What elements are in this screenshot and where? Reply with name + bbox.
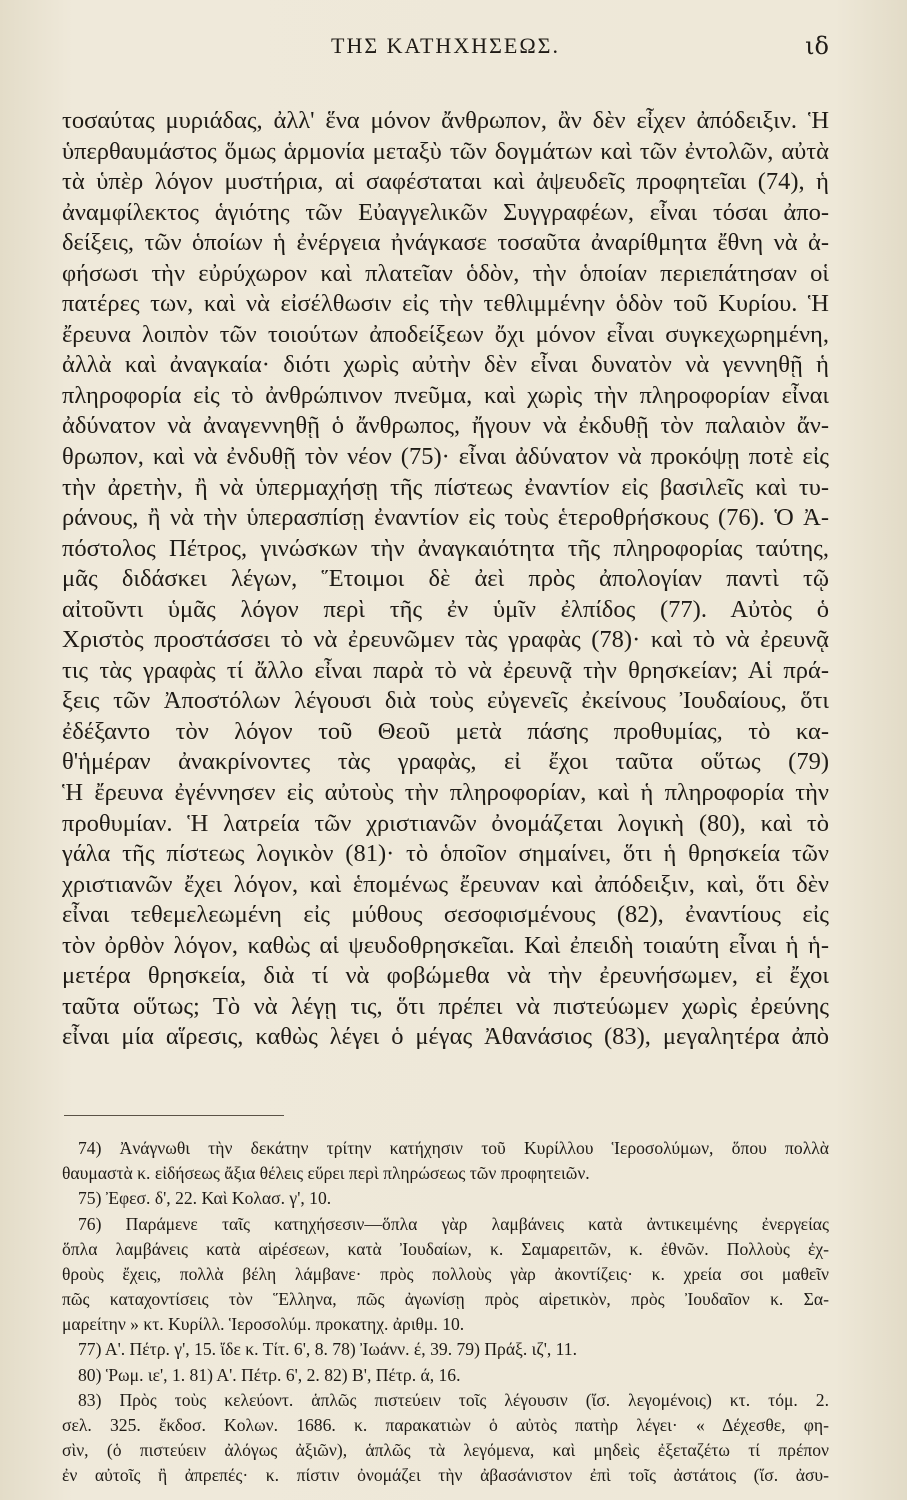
- footnote-line: 83) Πρὸς τοὺς κελεύοντ. ἁπλῶς πιστεύειν τοῖς λέγουσιν (ἴσ. λεγομένοις) κτ. τόμ. 2.: [78, 1389, 829, 1410]
- footnote-line: θροὺς ἔχεις, πολλὰ βέλη λάμβανε· πρὸς πολλοὺς γὰρ ἀκοντίζεις· κ. χρεία σοι μαθεῖν: [62, 1263, 829, 1284]
- text-line: τὰ ὑπὲρ λόγον μυστήρια, αἱ σαφέσταται καὶ ἀψευδεῖς προφητεῖαι (74), ἡ: [62, 168, 829, 196]
- footnote-line: 80) Ῥωμ. ιε', 1. 81) Α'. Πέτρ. 6', 2. 82) Β', Πέτρ. ά, 16.: [78, 1364, 461, 1385]
- text-line: πληροφορία εἰς τὸ ἀνθρώπινον πνεῦμα, καὶ χωρὶς τὴν πληροφορίαν εἶναι: [62, 381, 829, 409]
- text-line: ἐδέξαντο τὸν λόγον τοῦ Θεοῦ μετὰ πάσης προθυμίας, τὸ κα-: [62, 717, 829, 745]
- text-line: ράνους, ἢ νὰ τὴν ὑπερασπίσῃ ἐναντίον εἰς τοὺς ἑτεροθρήσκους (76). Ὁ Ἀ-: [62, 504, 829, 532]
- page-number: ιδ: [805, 32, 829, 60]
- footnote-line: ὅπλα λαμβάνεις κατὰ αἱρέσεων, κατὰ Ἰουδαίων, κ. Σαμαρειτῶν, κ. ἐθνῶν. Πολλοὺς ἐχ-: [62, 1238, 829, 1259]
- text-line: μετέρα θρησκεία, διὰ τί νὰ φοβώμεθα νὰ τὴν ἐρευνήσωμεν, εἰ ἔχοι: [62, 962, 829, 990]
- footnote-line: θαυμαστὰ κ. εἰδήσεως ἄξια θέλεις εὕρει περὶ πληρώσεως τῶν προφητειῶν.: [62, 1163, 590, 1184]
- footnote-line: 77) Α'. Πέτρ. γ', 15. ἴδε κ. Τίτ. 6', 8. 78) Ἰωάνν. έ, 39. 79) Πράξ. ιζ', 11.: [78, 1339, 578, 1360]
- footnote: [62, 1212, 829, 1338]
- text-line: πατέρες των, καὶ νὰ εἰσέλθωσιν εἰς τὴν τεθλιμμένην ὁδὸν τοῦ Κυρίου. Ἡ: [62, 290, 829, 318]
- text-line: Χριστὸς προστάσσει τὸ νὰ ἐρευνῶμεν τὰς γραφὰς (78)· καὶ τὸ νὰ ἐρευνᾷ: [62, 626, 829, 654]
- text-line: τὴν ἀρετὴν, ἢ νὰ ὑπερμαχήσῃ τῆς πίστεως ἐναντίον εἰς βασιλεῖς καὶ τυ-: [62, 473, 829, 501]
- text-line: ταῦτα οὕτως; Τὸ νὰ λέγῃ τις, ὅτι πρέπει νὰ πιστεύωμεν χωρὶς ἐρεύνης: [62, 992, 829, 1020]
- text-line: ξεις τῶν Ἀποστόλων λέγουσι διὰ τοὺς εὐγενεῖς ἐκείνους Ἰουδαίους, ὅτι: [62, 687, 829, 715]
- text-line: πόστολος Πέτρος, γινώσκων τὴν ἀναγκαιότητα τῆς πληροφορίας ταύτης,: [62, 534, 829, 562]
- main-text: [62, 106, 829, 1053]
- text-line: τὸν ὀρθὸν λόγον, καθὼς αἱ ψευδοθρησκεῖαι. Καὶ ἐπειδὴ τοιαύτη εἶναι ἡ ἡ-: [62, 931, 829, 959]
- footnote: [62, 1136, 829, 1186]
- text-line: θρωπον, καὶ νὰ ἐνδυθῇ τὸν νέον (75)· εἶναι ἀδύνατον νὰ προκόψῃ ποτὲ εἰς: [62, 443, 829, 471]
- footnote-line: 74) Ἀνάγνωθι τὴν δεκάτην τρίτην κατήχησιν τοῦ Κυρίλλου Ἱεροσολύμων, ὅπου πολλὰ: [78, 1137, 829, 1158]
- text-line: τις τὰς γραφὰς τί ἄλλο εἶναι παρὰ τὸ νὰ ἐρευνᾷ τὴν θρησκείαν; Αἱ πρά-: [62, 656, 829, 684]
- text-line: ἀναμφίλεκτος ἁγιότης τῶν Εὐαγγελικῶν Συγγραφέων, εἶναι τόσαι ἀπο-: [62, 198, 829, 226]
- text-line: αἰτοῦντι ὑμᾶς λόγον περὶ τῆς ἐν ὑμῖν ἐλπίδος (77). Αὐτὸς ὁ: [62, 595, 829, 623]
- text-line: ὑπερθαυμάστος ὅμως ἁρμονία μεταξὺ τῶν δογμάτων καὶ τῶν ἐντολῶν, αὐτὰ: [62, 137, 829, 165]
- text-line: εἶναι τεθεμελεωμένη εἰς μύθους σεσοφισμένους (82), ἐναντίους εἰς: [62, 901, 829, 929]
- text-line: ἀδύνατον νὰ ἀναγεννηθῇ ὁ ἄνθρωπος, ἤγουν νὰ ἐκδυθῇ τὸν παλαιὸν ἄν-: [62, 412, 829, 440]
- text-line: Ἡ ἔρευνα ἐγέννησεν εἰς αὐτοὺς τὴν πληροφορίαν, καὶ ἡ πληροφορία τὴν: [62, 779, 829, 807]
- text-line: θ'ἡμέραν ἀνακρίνοντες τὰς γραφὰς, εἰ ἔχοι ταῦτα οὕτως (79): [62, 748, 829, 776]
- text-line: τοσαύτας μυριάδας, ἀλλ' ἕνα μόνον ἄνθρωπον, ἂν δὲν εἶχεν ἀπόδειξιν. Ἡ: [62, 107, 829, 134]
- text-line: ἔρευνα λοιπὸν τῶν τοιούτων ἀποδείξεων ὄχι μόνον εἶναι συγκεχωρημένη,: [62, 320, 829, 348]
- text-line: προθυμίαν. Ἡ λατρεία τῶν χριστιανῶν ὀνομάζεται λογικὴ (80), καὶ τὸ: [62, 809, 829, 837]
- footnote-line: σελ. 325. ἔκδοσ. Κολων. 1686. κ. παρακατιὼν ὁ αὐτὸς πατὴρ λέγει· « Δέχεσθε, φη-: [62, 1415, 829, 1436]
- text-line: χριστιανῶν ἔχει λόγον, καὶ ἑπομένως ἔρευναν καὶ ἀπόδειξιν, καὶ, ὅτι δὲν: [62, 870, 829, 898]
- text-line: ἀλλὰ καὶ ἀναγκαία· διότι χωρὶς αὐτὴν δὲν εἶναι δυνατὸν νὰ γεννηθῇ ἡ: [62, 351, 829, 379]
- running-title: ΤΗΣ ΚΑΤΗΧΗΣΕΩΣ.: [331, 33, 560, 58]
- text-line: δείξεις, τῶν ὁποίων ἡ ἐνέργεια ἠνάγκασε τοσαῦτα ἀναρίθμητα ἔθνη νὰ ἀ-: [62, 229, 829, 257]
- footnote-rule: [64, 1115, 284, 1116]
- footnote: [62, 1186, 829, 1211]
- footnote-line: πῶς καταχοντίσεις τὸν Ἕλληνα, πῶς ἀγωνίσῃ πρὸς αἱρετικὸν, πρὸς Ἰουδαῖον κ. Σα-: [62, 1289, 829, 1310]
- text-line: φήσωσι τὴν εὐρύχωρον καὶ πλατεῖαν ὁδὸν, τὴν ὁποίαν περιεπάτησαν οἱ: [62, 259, 829, 287]
- footnotes: [62, 1136, 829, 1489]
- footnote-line: ἐν αὐτοῖς ἢ ἀπρεπές· κ. πίστιν ὀνομάζει τὴν ἀβασάνιστον ἐπὶ τοῖς ἀστάτοις (ἴσ. ἀσυ-: [62, 1465, 829, 1486]
- footnote-line: σὶν, (ὁ πιστεύειν ἀλόγως ἀξιῶν), ἁπλῶς τὰ λεγόμενα, καὶ μηδεὶς ἐξεταζέτω τί πρέπον: [62, 1440, 829, 1461]
- text-line: μᾶς διδάσκει λέγων, Ἕτοιμοι δὲ ἀεὶ πρὸς ἀπολογίαν παντὶ τῷ: [62, 565, 829, 593]
- footnote-line: 76) Παράμενε ταῖς κατηχήσεσιν—ὅπλα γὰρ λαμβάνεις κατὰ ἀντικειμένης ἐνεργείας: [78, 1213, 829, 1234]
- footnote: [62, 1337, 829, 1362]
- text-line: εἶναι μία αἵρεσις, καθὼς λέγει ὁ μέγας Ἀθανάσιος (83), μεγαλητέρα ἀπὸ: [62, 1023, 829, 1051]
- footnote: [62, 1363, 829, 1388]
- footnote-line: μαρείτην » κτ. Κυρίλλ. Ἱεροσολύμ. προκατηχ. ἀριθμ. 10.: [62, 1314, 465, 1335]
- text-line: γάλα τῆς πίστεως λογικὸν (81)· τὸ ὁποῖον σημαίνει, ὅτι ἡ θρησκεία τῶν: [62, 840, 829, 868]
- page-header: [62, 26, 829, 76]
- footnote-line: 75) Ἐφεσ. δ', 22. Καὶ Κολασ. γ', 10.: [78, 1188, 332, 1209]
- footnote: [62, 1388, 829, 1489]
